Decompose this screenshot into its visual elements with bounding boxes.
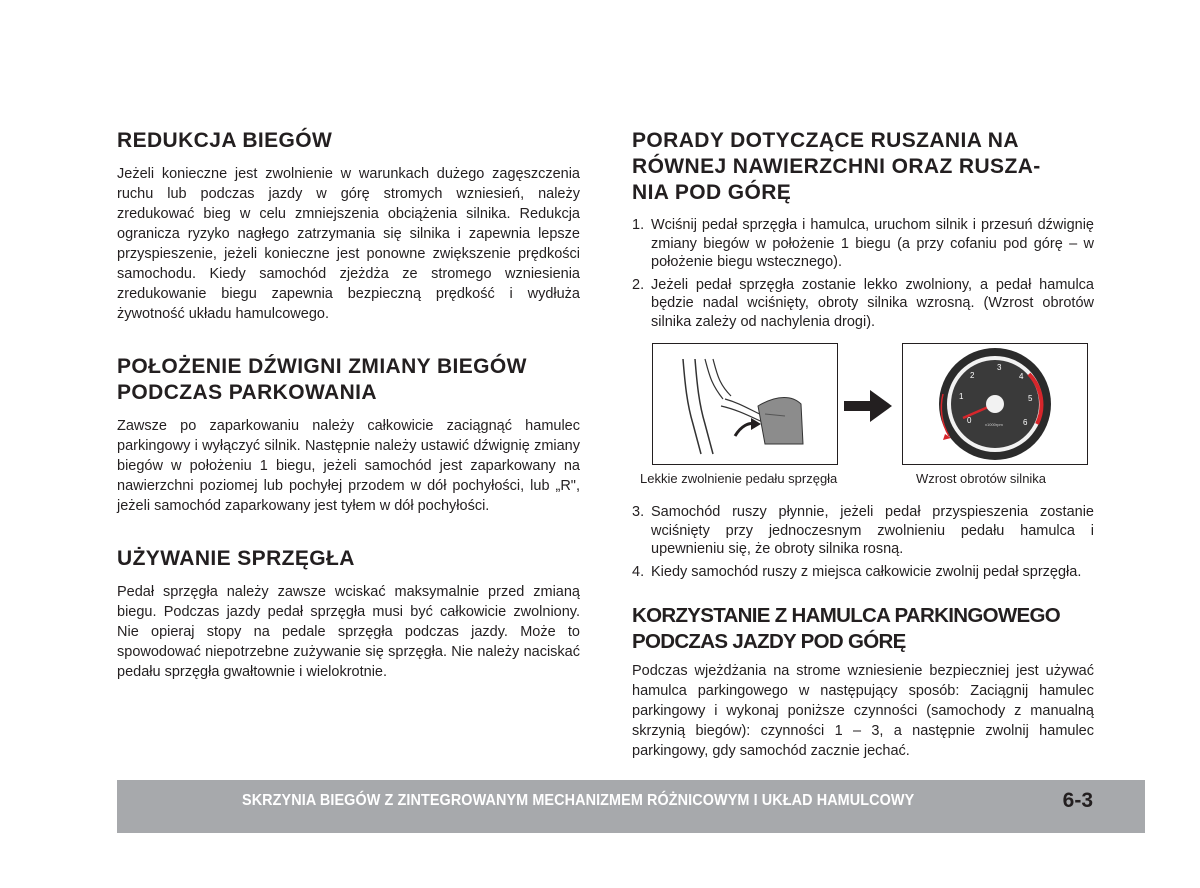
list-item (632, 216, 1094, 272)
tachometer-illustration (902, 343, 1088, 465)
title-line: POŁOŻENIE DŹWIGNI ZMIANY BIEGÓW (117, 355, 527, 378)
title-line: RÓWNEJ NAWIERZCHNI ORAZ RUSZA- (632, 155, 1041, 178)
gauge-number: 5 (1028, 394, 1033, 403)
step-text: Wciśnij pedał sprzęgła i hamulca, uruchom silnik i przesuń dźwignię zmiany biegów w położenie 1 biegu (a przy cofaniu pod górę – w położenie biegu wstecznego). (651, 217, 1094, 270)
section-title-redukcja: REDUKCJA BIEGÓW (117, 129, 333, 152)
footer-title: SKRZYNIA BIEGÓW Z ZINTEGROWANYM MECHANIZMEM RÓŻNICOWYM I UKŁAD HAMULCOWY (242, 792, 915, 809)
steps-list (632, 216, 1094, 331)
arrow-right-icon (844, 390, 892, 422)
right-column (632, 128, 1094, 761)
figure-caption-left: Lekkie zwolnienie pedału sprzęgła (640, 471, 838, 486)
section-body-hamulec: Podczas wjeżdżania na strome wzniesienie bezpieczniej jest używać hamulca parkingowego w następujący sposób: Zaciągnij hamulec parkingowy i wykonaj poniższe czynności (samochody z manualną skrzynią biegów): czynności 1 – 3, a następnie zwolnij hamulec parkingowy, gdy samochód zacznie jechać. (632, 663, 1094, 759)
section-title-polozenie (117, 354, 580, 406)
section-title-sprzeglo: UŻYWANIE SPRZĘGŁA (117, 547, 355, 570)
gauge-number: 6 (1023, 418, 1028, 427)
gauge-number: 1 (959, 392, 964, 401)
gauge-number: 2 (970, 371, 975, 380)
title-line: KORZYSTANIE Z HAMULCA PARKINGOWEGO (632, 604, 1060, 627)
section-body-sprzeglo: Pedał sprzęgła należy zawsze wciskać maksymalnie przed zmianą biegu. Podczas jazdy pedał sprzęgła musi być całkowicie zwolniony. Nie opieraj stopy na pedale sprzęgła podczas jazdy. Może to spowodować niepotrzebne zużywanie się sprzęgła. Nie należy naciskać pedału sprzęgła gwałtownie i wielokrotnie. (117, 584, 580, 680)
step-text: Kiedy samochód ruszy z miejsca całkowicie zwolnij pedał sprzęgła. (651, 563, 1082, 580)
section-title-porady (632, 128, 1094, 206)
list-item (632, 276, 1094, 332)
figure-caption-right: Wzrost obrotów silnika (916, 471, 1047, 486)
step-number: 1. (632, 217, 645, 233)
title-line: NIA POD GÓRĘ (632, 181, 792, 204)
step-text: Jeżeli pedał sprzęgła zostanie lekko zwolniony, a pedał hamulca będzie nadal wciśnięty, obroty silnika wzrosną. (Wzrost obrotów silnika zależy od nachylenia drogi). (651, 276, 1094, 330)
footer-bar (117, 780, 1145, 833)
figure (632, 343, 1094, 503)
clutch-pedal-illustration (652, 343, 838, 465)
gauge-number: 4 (1019, 372, 1024, 381)
step-text: Samochód ruszy płynnie, jeżeli pedał przyspieszenia zostanie wciśnięty przy jednoczesnym zwolnieniu pedału hamulca i upewnieniu się, że obroty silnika rosną. (651, 504, 1094, 557)
steps-list (632, 503, 1094, 581)
step-number: 2. (632, 276, 645, 293)
left-column (117, 128, 580, 682)
section-title-hamulec (632, 603, 1094, 655)
list-item (632, 503, 1094, 559)
gauge-number: 0 (967, 416, 972, 425)
gauge-number: 3 (997, 363, 1002, 372)
step-number: 3. (632, 504, 645, 520)
list-item (632, 563, 1094, 582)
title-line: PORADY DOTYCZĄCE RUSZANIA NA (632, 129, 1019, 152)
title-line: PODCZAS JAZDY POD GÓRĘ (632, 630, 906, 653)
section-body-redukcja: Jeżeli konieczne jest zwolnienie w warunkach dużego zagęszczenia ruchu lub podczas jazdy w górę stromych wzniesień, należy zredukować bieg w celu zmniejszenia obciążenia silnika. Redukcja ogranicza ryzyko nagłego zatrzymania się silnika i zapewnia lepsze przyspieszenie, jeżeli konieczne jest ponowne zwiększenie prędkości samochodu. Kiedy samochód zjeżdża ze stromego wzniesienia zredukowanie biegu zapewnia bezpieczną prędkość i wydłuża żywotność układu hamulcowego. (117, 166, 580, 322)
title-line: PODCZAS PARKOWANIA (117, 381, 377, 404)
page-number: 6-3 (1062, 789, 1093, 812)
section-body-polozenie: Zawsze po zaparkowaniu należy całkowicie zaciągnąć hamulec parkingowy i wyłączyć silnik. Następnie należy ustawić dźwignię zmiany biegów w położeniu 1 biegu, jeżeli samochód jest zaparkowany na nawierzchni poziomej lub pochyłej przodem w dół pochyłości, lub „R", jeżeli samochód zaparkowany jest tyłem w dół pochyłości. (117, 418, 580, 514)
step-number: 4. (632, 563, 645, 580)
gauge-unit: x1000rpm (985, 422, 1003, 427)
